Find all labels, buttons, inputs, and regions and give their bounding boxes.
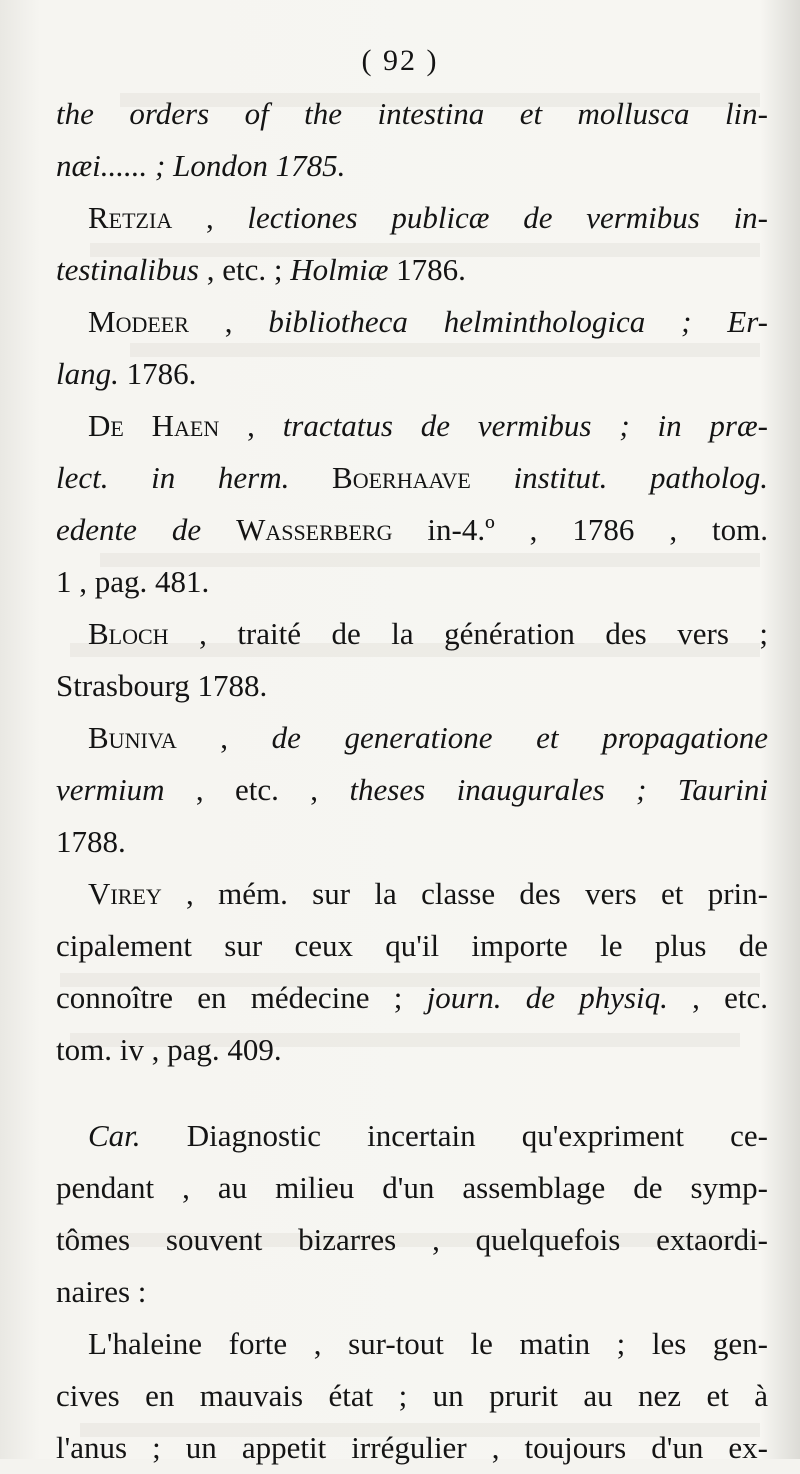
text-line bbox=[56, 296, 768, 348]
text-line bbox=[56, 868, 768, 920]
paragraph-gap bbox=[56, 1076, 768, 1110]
text-line bbox=[56, 712, 768, 764]
text-span: , mém. sur la classe des vers et prin- bbox=[161, 876, 768, 911]
text-span: cipalement sur ceux qu'il importe le plus de bbox=[56, 928, 768, 963]
author-name: Wasserberg bbox=[236, 512, 393, 547]
text-line bbox=[56, 1422, 768, 1474]
text-span: naires : bbox=[56, 1274, 147, 1309]
text-span: in-4.º , 1786 , tom. bbox=[392, 512, 768, 547]
text-span: , etc. ; bbox=[198, 252, 291, 287]
text-line bbox=[56, 1024, 768, 1076]
text-line bbox=[56, 816, 768, 868]
text-span: , bbox=[219, 408, 283, 443]
text-line bbox=[56, 556, 768, 608]
text-span: tômes souvent bizarres , quelquefois extaordi- bbox=[56, 1222, 768, 1257]
text-span: 1 , pag. 481. bbox=[56, 564, 210, 599]
italic-span: lect. in herm. bbox=[56, 460, 290, 495]
page-number: ( 92 ) bbox=[361, 44, 439, 77]
text-line bbox=[56, 1370, 768, 1422]
text-line bbox=[56, 1162, 768, 1214]
text-span: l'anus ; un appetit irrégulier , toujours d'un ex- bbox=[56, 1430, 768, 1465]
author-name: De Haen bbox=[88, 408, 220, 443]
text-span: , bbox=[176, 720, 272, 755]
text-span: connoître en médecine ; bbox=[56, 980, 427, 1015]
text-line bbox=[56, 1110, 768, 1162]
text-line bbox=[56, 244, 768, 296]
text-span: cives en mauvais état ; un prurit au nez et à bbox=[56, 1378, 768, 1413]
italic-span: Holmiæ bbox=[290, 252, 389, 287]
italic-span: næi...... ; London 1785. bbox=[56, 148, 346, 183]
italic-span: bibliotheca helminthologica ; Er- bbox=[268, 304, 768, 339]
text-span: L'haleine forte , sur-tout le matin ; les gen- bbox=[88, 1326, 768, 1361]
italic-span: edente de bbox=[56, 512, 202, 547]
text-line bbox=[56, 764, 768, 816]
body-text bbox=[56, 88, 768, 1474]
italic-span: vermium bbox=[56, 772, 165, 807]
text-line bbox=[56, 504, 768, 556]
italic-span: tractatus de vermibus ; in præ- bbox=[282, 408, 768, 443]
text-line bbox=[56, 140, 768, 192]
text-span: 1786. bbox=[118, 356, 197, 391]
text-line bbox=[56, 88, 768, 140]
italic-span: the orders of the intestina et mollusca lin- bbox=[56, 96, 768, 131]
text-span: , traité de la génération des vers ; bbox=[168, 616, 768, 651]
text-line bbox=[56, 348, 768, 400]
text-span: 1786. bbox=[388, 252, 466, 287]
author-name: Virey bbox=[88, 876, 162, 911]
text-span bbox=[471, 460, 514, 495]
text-line bbox=[56, 1214, 768, 1266]
author-name: Boerhaave bbox=[332, 460, 471, 495]
text-span: , bbox=[188, 304, 269, 339]
italic-span: lang. bbox=[56, 356, 119, 391]
italic-span: theses inaugurales ; Taurini bbox=[349, 772, 768, 807]
text-line bbox=[56, 608, 768, 660]
author-name: Modeer bbox=[88, 304, 189, 339]
text-span: pendant , au milieu d'un assemblage de symp- bbox=[56, 1170, 768, 1205]
text-span bbox=[201, 512, 236, 547]
text-line bbox=[56, 192, 768, 244]
text-span: , etc. bbox=[667, 980, 768, 1015]
text-line bbox=[56, 920, 768, 972]
text-line bbox=[56, 1318, 768, 1370]
text-line bbox=[56, 1266, 768, 1318]
italic-span: testinalibus bbox=[56, 252, 199, 287]
italic-span: de generatione et propagatione bbox=[271, 720, 768, 755]
text-span: , bbox=[172, 200, 248, 235]
text-line bbox=[56, 660, 768, 712]
text-span: Strasbourg 1788. bbox=[56, 668, 268, 703]
text-span: 1788. bbox=[56, 824, 126, 859]
author-name: Retzia bbox=[88, 200, 173, 235]
italic-span: lectiones publicæ de vermibus in- bbox=[247, 200, 768, 235]
author-name: Buniva bbox=[88, 720, 177, 755]
text-line bbox=[56, 972, 768, 1024]
text-span: tom. iv , pag. 409. bbox=[56, 1032, 282, 1067]
text-span bbox=[289, 460, 332, 495]
italic-span: Car. bbox=[88, 1118, 141, 1153]
italic-span: journ. de physiq. bbox=[426, 980, 668, 1015]
text-span: Diagnostic incertain qu'expriment ce- bbox=[140, 1118, 768, 1153]
text-line bbox=[56, 452, 768, 504]
author-name: Bloch bbox=[88, 616, 169, 651]
italic-span: institut. patholog. bbox=[513, 460, 768, 495]
text-line bbox=[56, 400, 768, 452]
text-span: , etc. , bbox=[164, 772, 350, 807]
